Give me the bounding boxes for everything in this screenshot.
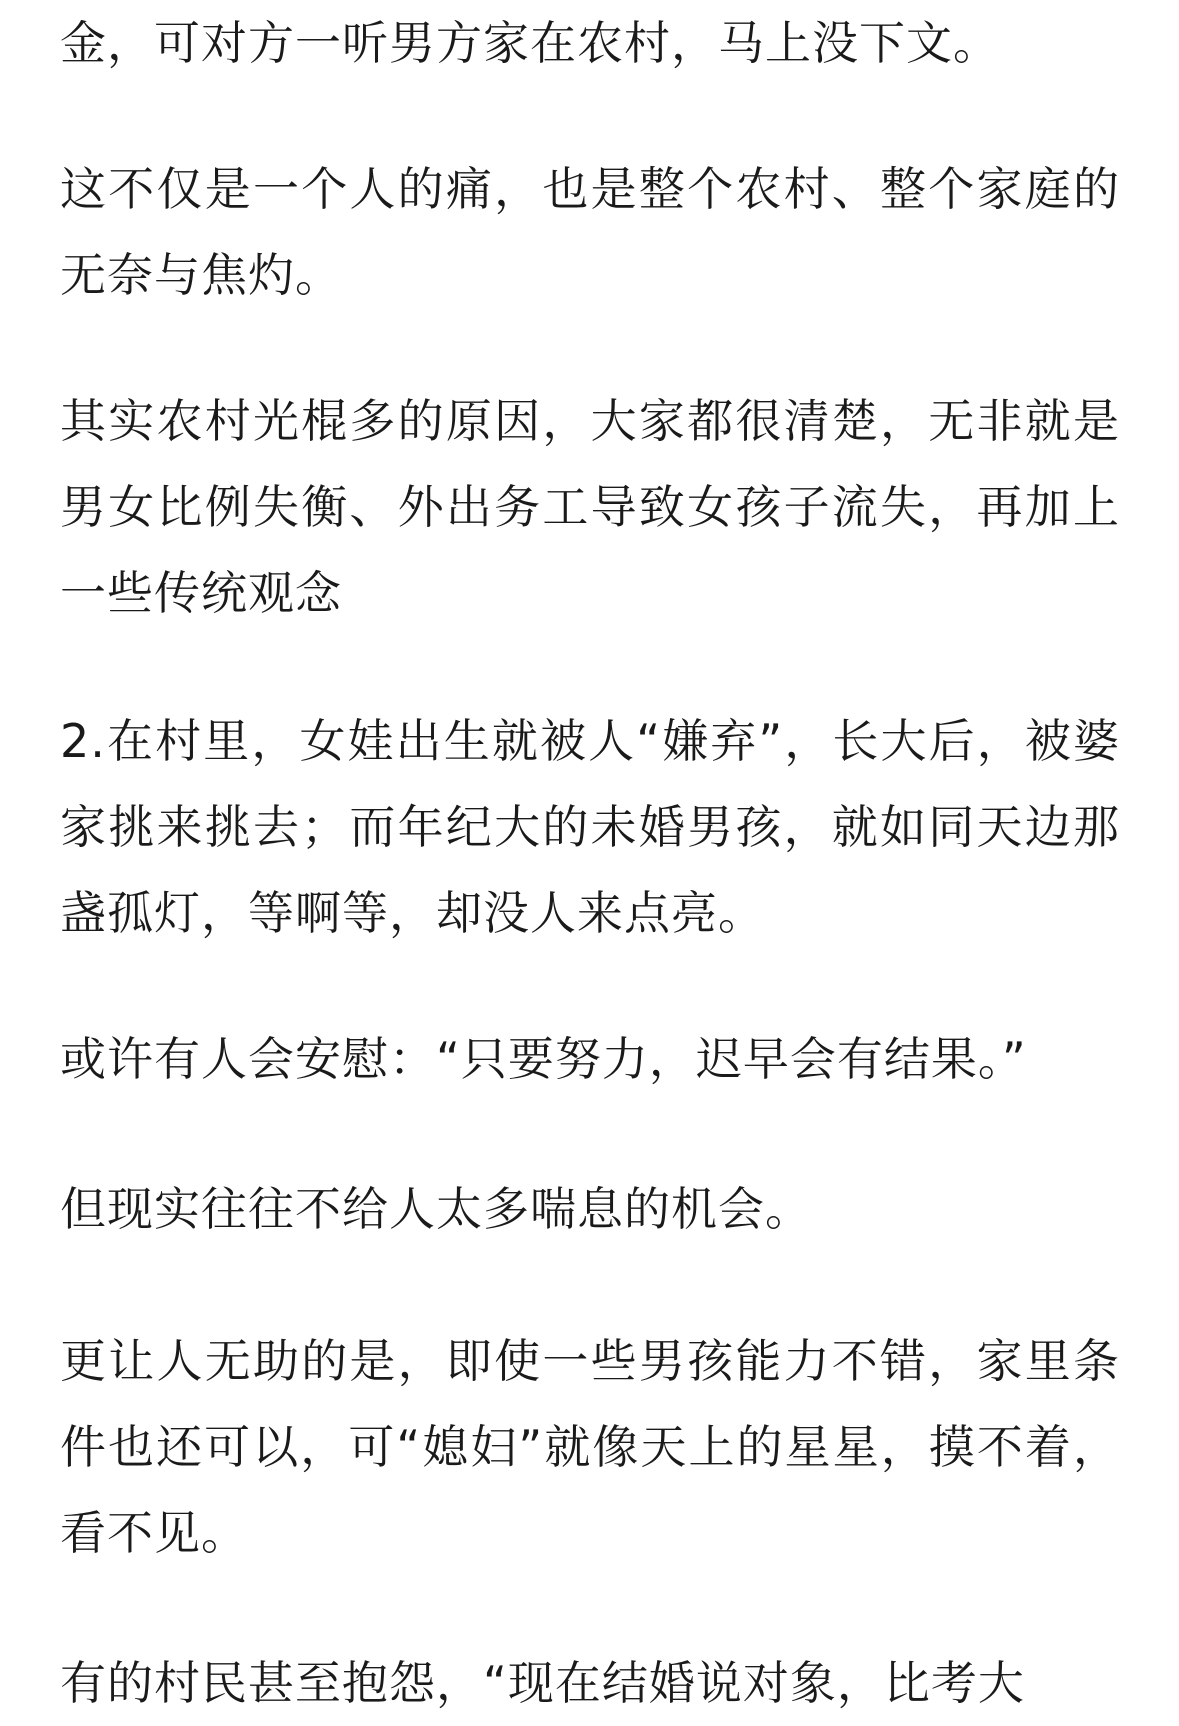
article-paragraph: 有的村民甚至抱怨，“现在结婚说对象，比考大	[60, 1656, 1025, 1710]
article-paragraph: 2.在村里，女娃出生就被人“嫌弃”，长大后，被婆家挑来挑去；而年纪大的未婚男孩，就如同天边那盏孤灯，等啊等，却没人来点亮。	[60, 714, 1120, 940]
article-paragraph: 或许有人会安慰：“只要努力，迟早会有结果。”	[60, 1032, 1027, 1086]
article-paragraph: 这不仅是一个人的痛，也是整个农村、整个家庭的无奈与焦灼。	[60, 162, 1120, 302]
article-paragraph: 其实农村光棍多的原因，大家都很清楚，无非就是男女比例失衡、外出务工导致女孩子流失，再加上一些传统观念	[60, 394, 1120, 620]
article-paragraph: 金，可对方一听男方家在农村，马上没下文。	[60, 16, 1000, 70]
article-paragraph: 但现实往往不给人太多喘息的机会。	[60, 1182, 812, 1236]
article-paragraph: 更让人无助的是，即使一些男孩能力不错，家里条件也还可以，可“媳妇”就像天上的星星，摸不着，看不见。	[60, 1334, 1120, 1560]
